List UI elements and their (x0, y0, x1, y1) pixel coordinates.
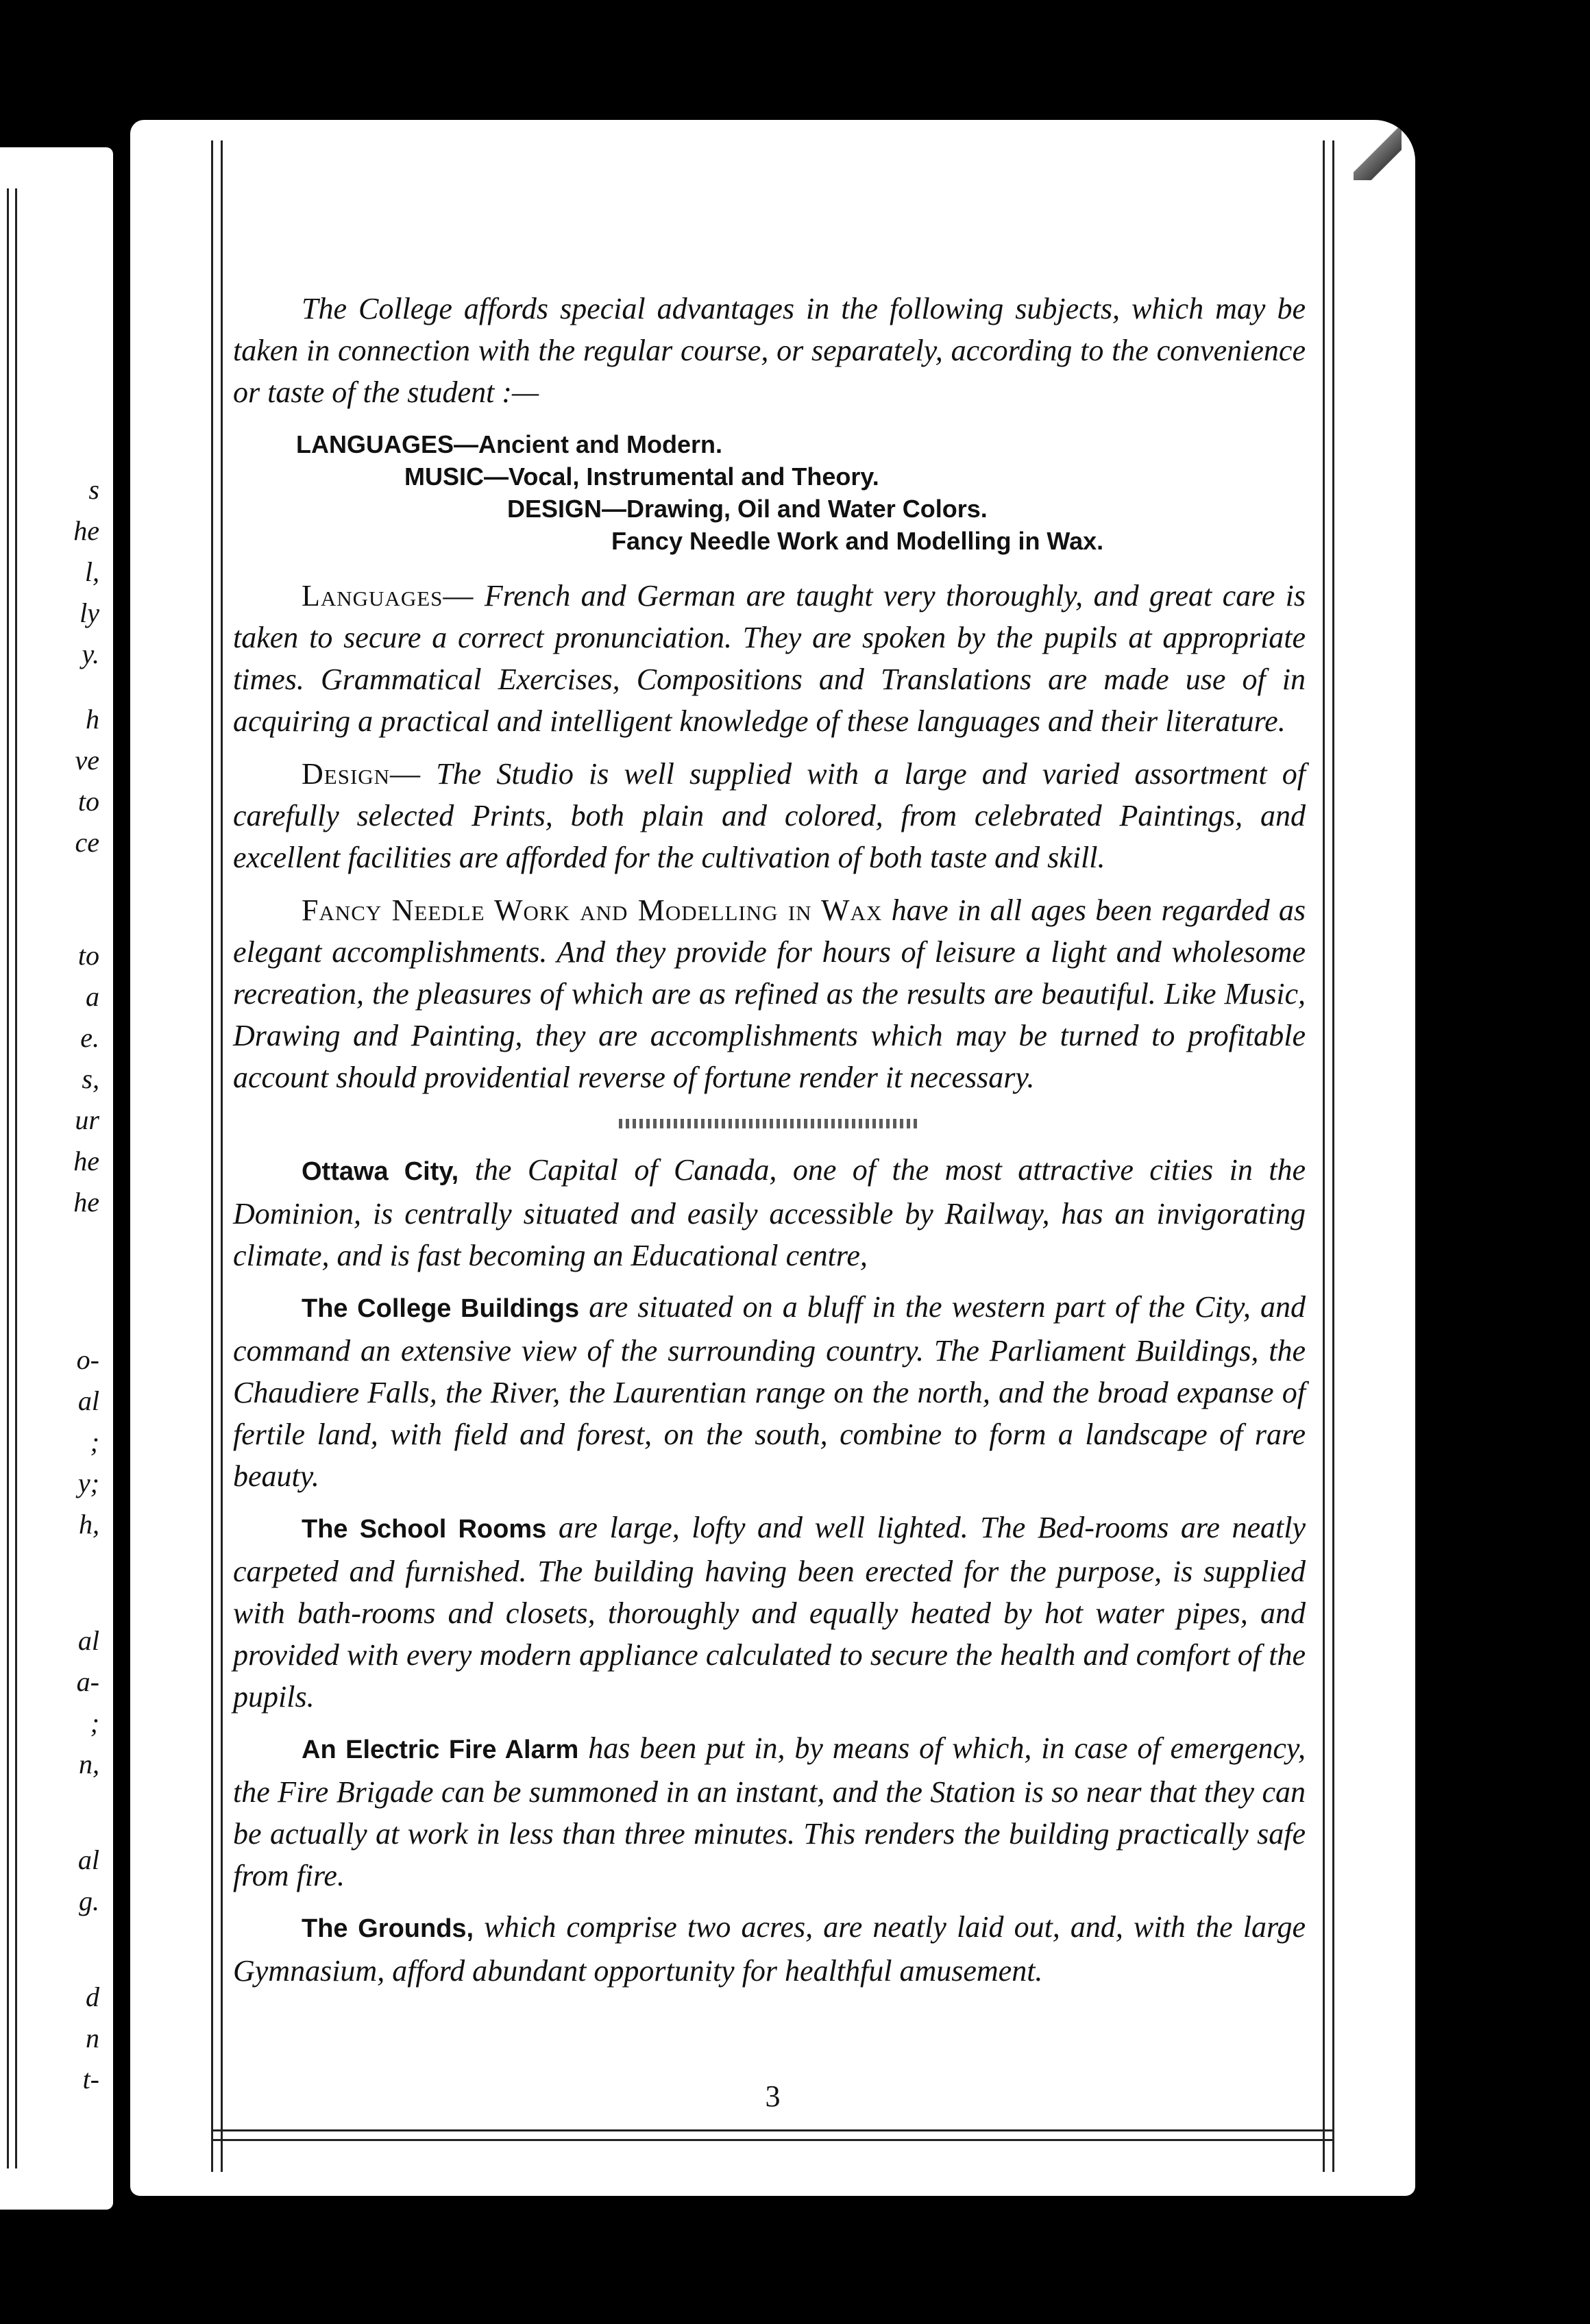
left-page-fragment: to (77, 786, 99, 817)
left-page-rule (15, 188, 17, 2168)
left-page-fragment: ce (75, 827, 99, 858)
left-page-fragment: g. (79, 1886, 99, 1916)
left-page-fragment: ; (90, 1707, 99, 1738)
left-page-fragment: o- (76, 1344, 99, 1375)
left-page-fragment: to (77, 940, 99, 971)
torn-corner (1354, 125, 1402, 180)
design-paragraph (233, 753, 1306, 878)
left-page-fragment: he (73, 515, 99, 546)
left-page-fragment: t- (82, 2064, 99, 2094)
section-divider (619, 1119, 920, 1128)
ottawa-text: the Capital of Canada, one of the most attractive cities in the Dominion, is centrally situated and easily accessible by Railway, has an invigorating climate, and is fast becoming an Educational centre, (233, 1153, 1306, 1272)
left-page-fragment: ur (75, 1104, 99, 1135)
subject-music: MUSIC—Vocal, Instrumental and Theory. (404, 462, 879, 491)
left-page-fragment: ve (75, 745, 99, 776)
fancy-work-text: have in all ages been regarded as elegant accomplishments. And they provide for hours of leisure a light and wholesome recreation, the pleasures of which are as refined as the results are beautiful. Like Music, Drawing and Painting, they are accomplishments which may be turned to profitable account should providential reverse of fortune render it necessary. (233, 893, 1306, 1094)
fire-alarm-heading: An Electric Fire Alarm (302, 1735, 579, 1764)
design-text: The Studio is well supplied with a large and varied assortment of carefully selected Prints, both plain and colored, from celebrated Paintings, and excellent facilities are afforded for the cultivation of both taste and skill. (233, 757, 1306, 874)
left-page-fragment: l, (84, 556, 99, 587)
design-heading: Design— (302, 757, 421, 791)
left-page-fragment: al (77, 1844, 99, 1875)
grounds-paragraph (233, 1906, 1306, 1992)
left-page-fragment: d (86, 1981, 99, 2012)
left-page-fragment: e. (80, 1022, 99, 1053)
page-body (233, 288, 1306, 1992)
left-page-fragment: h, (79, 1509, 99, 1540)
left-page-fragment: h (86, 704, 99, 734)
left-page-fragment: al (77, 1625, 99, 1656)
ottawa-heading: Ottawa City, (302, 1157, 459, 1186)
school-rooms-text: are large, lofty and well lighted. The Bed-rooms are neatly carpeted and furnished. The building having been erected for the purpose, is supplied with bath-rooms and closets, thoroughly and equally heated by hot water pipes, and provided with every modern appliance calculated to secure the health and comfort of the pupils. (233, 1511, 1306, 1714)
left-page-fragment: y. (82, 639, 99, 669)
intro-paragraph: The College affords special advantages in the following subjects, which may be taken in connection with the regular course, or separately, according to the convenience or taste of the student :— (233, 292, 1306, 409)
page-border-rule (211, 2129, 1333, 2131)
left-page-fragment: n, (79, 1748, 99, 1779)
left-page-fragment: ly (80, 597, 99, 628)
subject-fancy-work: Fancy Needle Work and Modelling in Wax. (611, 527, 1104, 555)
page-border-rule (1323, 140, 1325, 2172)
left-page-fragment: y; (77, 1468, 99, 1498)
left-page-fragment: n (86, 2023, 99, 2053)
left-page-fragment: al (77, 1385, 99, 1416)
left-page-rule (7, 188, 9, 2168)
ottawa-paragraph (233, 1149, 1306, 1276)
grounds-text: which comprise two acres, are neatly laid out, and, with the large Gymnasium, afford abundant opportunity for healthful amusement. (233, 1910, 1306, 1988)
fire-alarm-paragraph (233, 1727, 1306, 1896)
left-page-fragment: s (88, 474, 99, 505)
left-page-fragment: he (73, 1187, 99, 1217)
page-border-rule (1332, 140, 1334, 2172)
page-border-rule (211, 140, 213, 2172)
left-page-fragment: s, (82, 1063, 99, 1094)
subject-list (233, 428, 1306, 557)
page-number: 3 (765, 2079, 781, 2113)
document-page (130, 120, 1415, 2196)
left-page-fragment: he (73, 1146, 99, 1176)
page-border-rule (221, 140, 223, 2172)
page-border-rule (211, 2139, 1333, 2141)
buildings-heading: The College Buildings (302, 1294, 580, 1323)
languages-heading: Languages— (302, 579, 474, 613)
left-page-fragment: a (86, 981, 99, 1012)
left-page-edge (0, 147, 113, 2210)
fancy-work-heading: Fancy Needle Work and Modelling in Wax (302, 893, 883, 927)
subject-languages: LANGUAGES—Ancient and Modern. (296, 430, 723, 458)
buildings-text: are situated on a bluff in the western part of the City, and command an extensive view of the surrounding country. The Parliament Buildings, the Chaudiere Falls, the River, the Laurentian range on the north, and the broad expanse of fertile land, with field and forest, on the south, combine to form a landscape of rare beauty. (233, 1290, 1306, 1493)
fancy-work-paragraph (233, 889, 1306, 1098)
subject-design: DESIGN—Drawing, Oil and Water Colors. (507, 495, 988, 523)
languages-paragraph (233, 575, 1306, 742)
grounds-heading: The Grounds, (302, 1914, 474, 1943)
buildings-paragraph (233, 1286, 1306, 1497)
languages-text: French and German are taught very thoroughly, and great care is taken to secure a correct pronunciation. They are spoken by the pupils at appropriate times. Grammatical Exercises, Compositions and Translations are made use of in acquiring a practical and intelligent knowledge of these languages and their literature. (233, 579, 1306, 738)
left-page-fragment: a- (76, 1666, 99, 1697)
left-page-fragment: ; (90, 1426, 99, 1457)
school-rooms-paragraph (233, 1507, 1306, 1718)
fire-alarm-text: has been put in, by means of which, in case of emergency, the Fire Brigade can be summoned in an instant, and the Station is so near that they can be actually at work in less than three minutes. This renders the building practically safe from fire. (233, 1731, 1306, 1892)
school-rooms-heading: The School Rooms (302, 1515, 547, 1544)
